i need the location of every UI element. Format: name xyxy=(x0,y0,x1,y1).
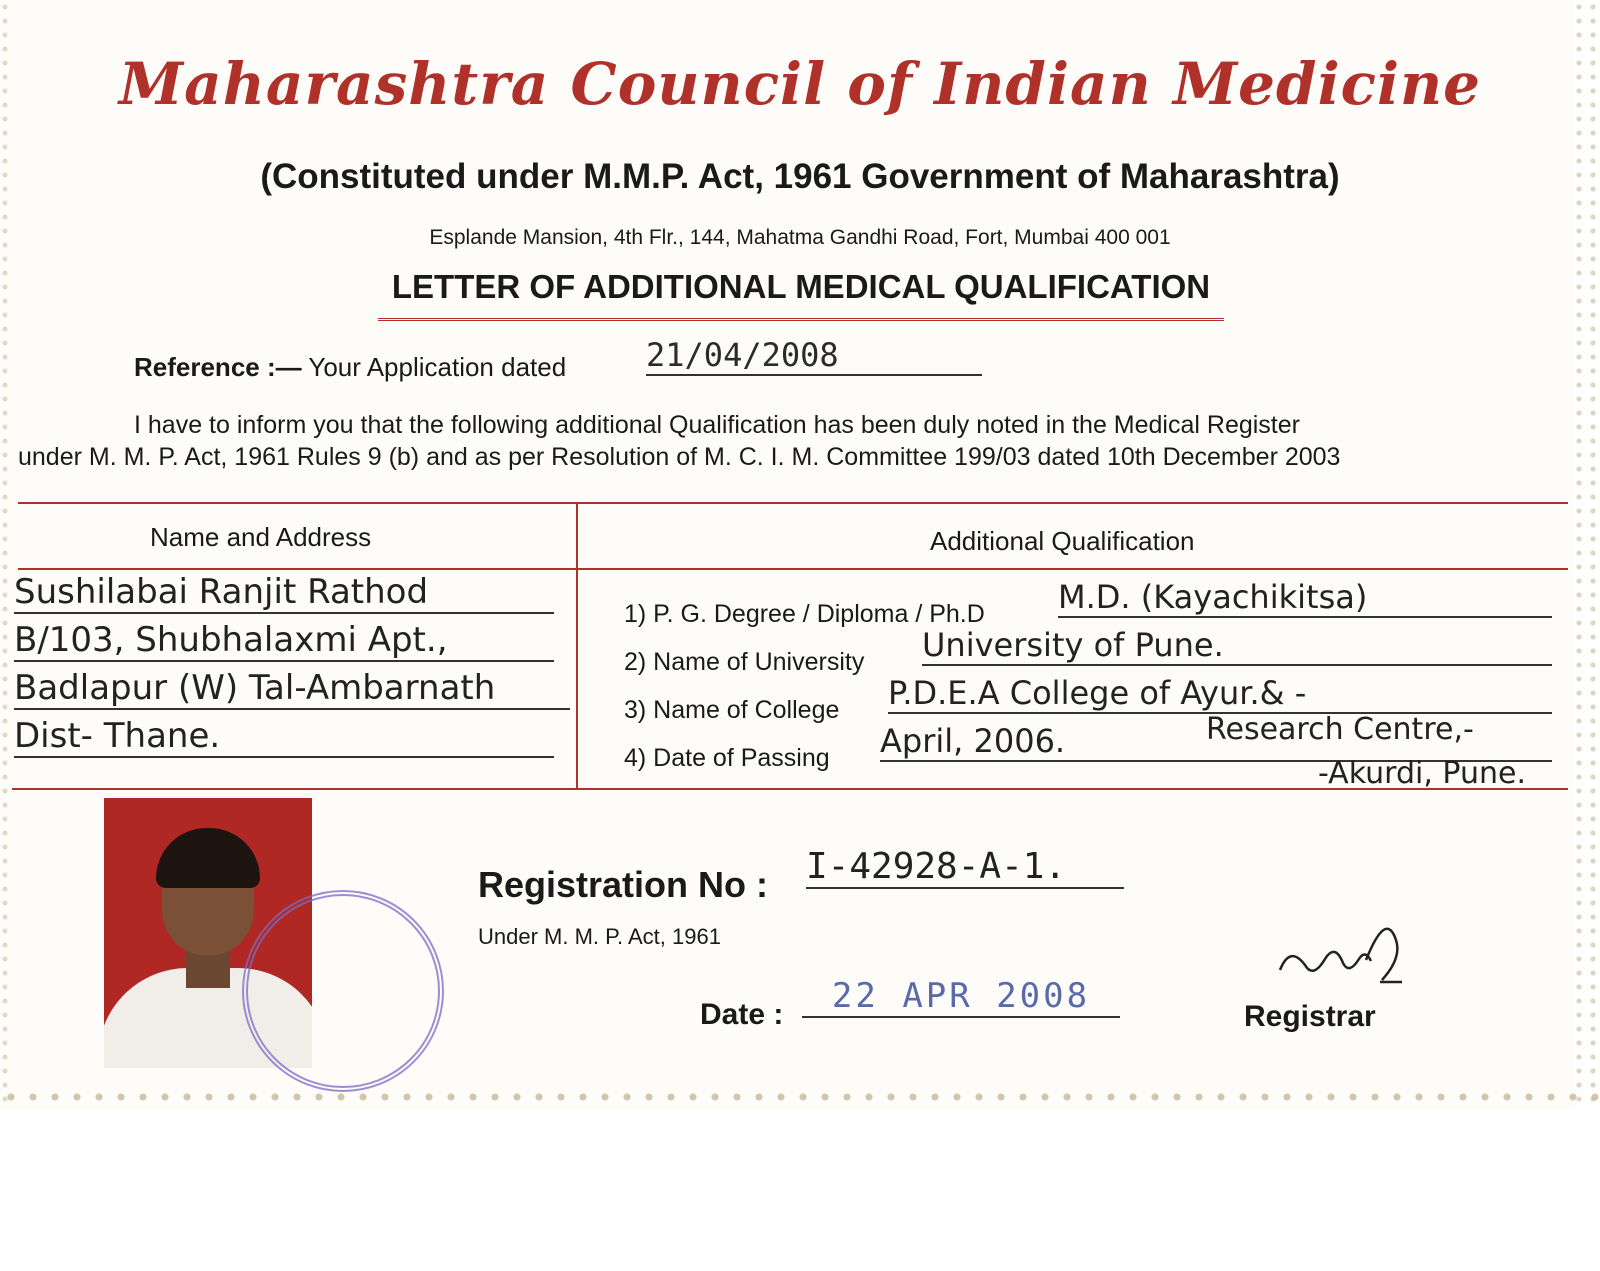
body-line-1: I have to inform you that the following additional Qualification has been duly noted in the Medical Register xyxy=(134,411,1300,439)
qualification-header: Additional Qualification xyxy=(930,526,1195,556)
constitution-subtitle: (Constituted under M.M.P. Act, 1961 Government of Maharashtra) xyxy=(260,157,1340,196)
name-address-header: Name and Address xyxy=(150,522,372,552)
reference-line xyxy=(134,352,566,383)
name-line: Sushilabai Ranjit Rathod xyxy=(14,572,554,614)
pg-degree-value: M.D. (Kayachikitsa) xyxy=(1058,578,1552,618)
university-label: 2) Name of University xyxy=(624,648,865,676)
registrar-label: Registrar xyxy=(1244,1000,1376,1033)
decorative-border-bottom xyxy=(0,1086,1600,1110)
pg-degree-label: 1) P. G. Degree / Diploma / Ph.D xyxy=(624,600,985,628)
application-date: 21/04/2008 xyxy=(646,336,982,376)
passing-date-label: 4) Date of Passing xyxy=(624,744,830,772)
university-value: University of Pune. xyxy=(922,626,1552,666)
registrar-signature xyxy=(1270,920,1410,1000)
reference-label: Reference :— xyxy=(134,352,302,382)
registration-label: Registration No : xyxy=(478,864,769,905)
address-line-2: Badlapur (W) Tal-Ambarnath xyxy=(14,668,570,710)
reference-text: Your Application dated xyxy=(301,352,567,382)
table-top-rule xyxy=(18,502,1568,504)
body-line-2: under M. M. P. Act, 1961 Rules 9 (b) and as per Resolution of M. C. I. M. Committee 199/03 dated 10th December 2003 xyxy=(18,443,1341,471)
registration-number: I-42928-A-1. xyxy=(806,846,1124,889)
address-line-3: Dist- Thane. xyxy=(14,716,554,758)
college-value: P.D.E.A College of Ayur.& - xyxy=(888,674,1552,714)
council-seal-stamp xyxy=(242,890,444,1092)
address-line-1: B/103, Shubhalaxmi Apt., xyxy=(14,620,554,662)
college-continued-2: -Akurdi, Pune. xyxy=(1318,756,1526,791)
letter-title: LETTER OF ADDITIONAL MEDICAL QUALIFICATION xyxy=(378,268,1224,321)
college-label: 3) Name of College xyxy=(624,696,840,724)
council-address: Esplande Mansion, 4th Flr., 144, Mahatma Gandhi Road, Fort, Mumbai 400 001 xyxy=(429,226,1171,249)
issue-date-stamp: 22 APR 2008 xyxy=(802,976,1120,1018)
under-act-text: Under M. M. P. Act, 1961 xyxy=(478,924,721,949)
council-title: Maharashtra Council of Indian Medicine xyxy=(118,50,1482,118)
passing-date-value: April, 2006. xyxy=(880,722,1552,762)
date-label: Date : xyxy=(700,998,784,1031)
table-column-divider xyxy=(576,502,578,790)
table-header-rule xyxy=(18,568,1568,570)
college-continued-1: Research Centre,- xyxy=(1206,712,1474,747)
